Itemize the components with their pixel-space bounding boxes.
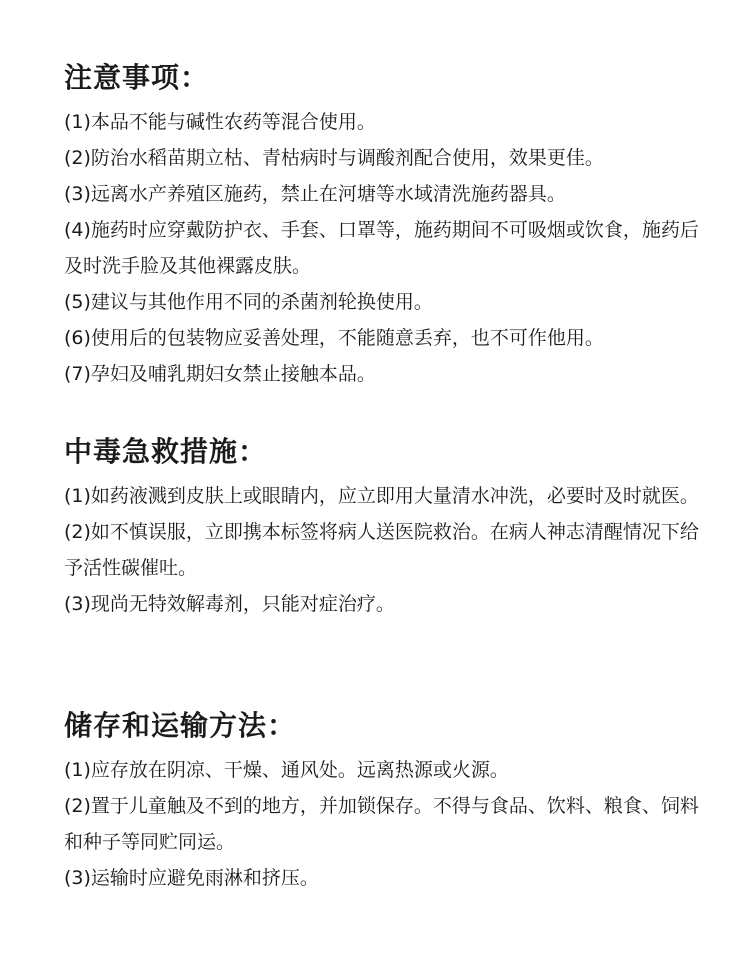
- precaution-item-5: (5)建议与其他作用不同的杀菌剂轮换使用。: [64, 291, 433, 313]
- section-title-storage: 储存和运输方法：: [64, 709, 297, 742]
- precaution-item-4: (4)施药时应穿戴防护衣、手套、口罩等，施药期间不可吸烟或饮食，施药后及时洗手脸及其他裸露皮肤。: [64, 219, 699, 277]
- first-aid-item-2: (2)如不慎误服，立即携本标签将病人送医院救治。在病人神志清醒情况下给予活性碳催吐。: [64, 521, 699, 579]
- section-title-first-aid: 中毒急救措施：: [64, 435, 268, 468]
- precaution-item-6: (6)使用后的包装物应妥善处理，不能随意丢弃，也不可作他用。: [64, 327, 604, 349]
- first-aid-item-3: (3)现尚无特效解毒剂，只能对症治疗。: [64, 593, 395, 615]
- storage-transport-section: [64, 706, 704, 896]
- storage-item-3: (3)运输时应避免雨淋和挤压。: [64, 867, 319, 889]
- section-title-precautions: 注意事项：: [64, 61, 210, 94]
- precaution-item-7: (7)孕妇及哺乳期妇女禁止接触本品。: [64, 363, 376, 385]
- storage-item-1: (1)应存放在阴凉、干燥、通风处。远离热源或火源。: [64, 759, 509, 781]
- first-aid-section: [64, 432, 704, 622]
- storage-item-2: (2)置于儿童触及不到的地方，并加锁保存。不得与食品、饮料、粮食、饲料和种子等同贮同运。: [64, 795, 699, 853]
- first-aid-item-1: (1)如药液溅到皮肤上或眼睛内，应立即用大量清水冲洗，必要时及时就医。: [64, 485, 699, 507]
- precaution-item-3: (3)远离水产养殖区施药，禁止在河塘等水域清洗施药器具。: [64, 183, 566, 205]
- precautions-section: [64, 58, 704, 392]
- precaution-item-2: (2)防治水稻苗期立枯、青枯病时与调酸剂配合使用，效果更佳。: [64, 147, 604, 169]
- precaution-item-1: (1)本品不能与碱性农药等混合使用。: [64, 111, 376, 133]
